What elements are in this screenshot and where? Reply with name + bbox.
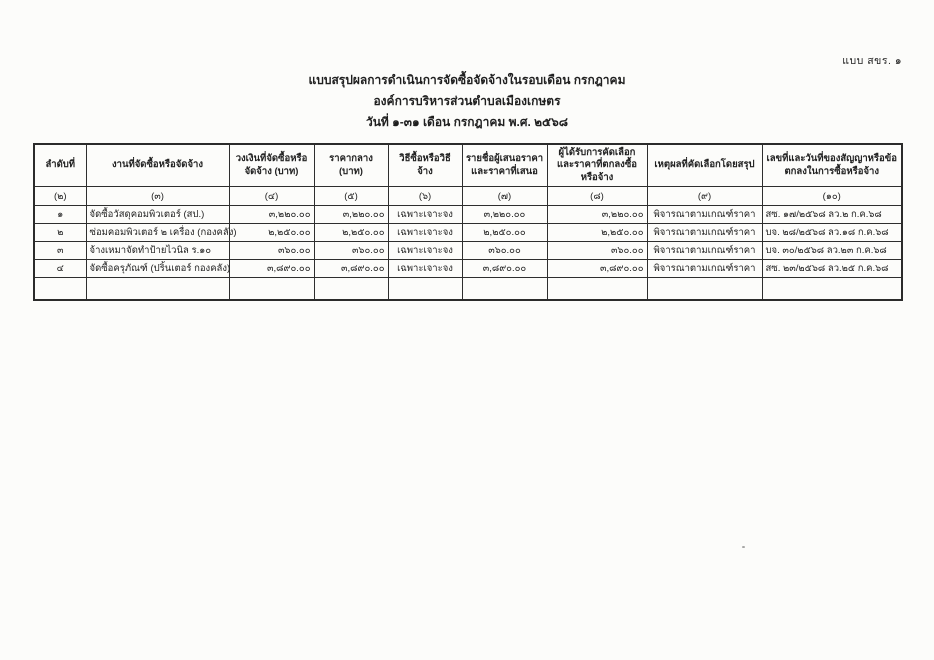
column-number: (๓) [86, 187, 229, 206]
table-cell: ๓๖๐.๐๐ [547, 242, 647, 260]
table-cell: เฉพาะเจาะจง [388, 224, 462, 242]
table-cell: ซ่อมคอมพิวเตอร์ ๒ เครื่อง (กองคลัง) [86, 224, 229, 242]
table-cell [229, 278, 314, 300]
column-header-index: ลำดับที่ [34, 144, 86, 187]
column-number-row [34, 187, 902, 206]
table-body [34, 206, 902, 300]
table-cell: เฉพาะเจาะจง [388, 242, 462, 260]
table-cell: เฉพาะเจาะจง [388, 206, 462, 224]
column-header-method: วิธีซื้อหรือวิธีจ้าง [388, 144, 462, 187]
table-cell: ๒ [34, 224, 86, 242]
table-cell: เฉพาะเจาะจง [388, 260, 462, 278]
column-header-selected: ผู้ได้รับการคัดเลือกและราคาที่ตกลงซื้อหรือจ้าง [547, 144, 647, 187]
column-number: (๖) [388, 187, 462, 206]
table-cell [462, 278, 547, 300]
table-cell: ๓ [34, 242, 86, 260]
table-cell [647, 278, 762, 300]
table-cell: ๒,๒๕๐.๐๐ [547, 224, 647, 242]
column-number: (๑๐) [762, 187, 902, 206]
table-cell: ๔ [34, 260, 86, 278]
table-cell [86, 278, 229, 300]
column-number: (๘) [547, 187, 647, 206]
table-cell: ๓,๘๙๐.๐๐ [314, 260, 388, 278]
table-cell: ๓,๒๒๐.๐๐ [229, 206, 314, 224]
document-title: แบบสรุปผลการดำเนินการจัดซื้อจัดจ้างในรอบเดือน กรกฎาคม [308, 73, 626, 87]
organization-name: องค์การบริหารส่วนตำบลเมืองเกษตร [373, 94, 561, 108]
report-date-range: วันที่ ๑-๓๑ เดือน กรกฎาคม พ.ศ. ๒๕๖๘ [365, 115, 569, 129]
table-cell: พิจารณาตามเกณฑ์ราคา [647, 260, 762, 278]
table-cell: ๓๖๐.๐๐ [229, 242, 314, 260]
table-header [34, 144, 902, 206]
form-code-label: แบบ สขร. ๑ [842, 55, 902, 67]
table-cell: ๓,๒๒๐.๐๐ [547, 206, 647, 224]
table-cell: พิจารณาตามเกณฑ์ราคา [647, 242, 762, 260]
scan-speck [742, 546, 745, 548]
table-cell: ๓๖๐.๐๐ [462, 242, 547, 260]
table-cell: สซ. ๒๓/๒๕๖๘ ลว.๒๕ ก.ค.๖๘ [762, 260, 902, 278]
column-number: (๙) [647, 187, 762, 206]
column-header-reason: เหตุผลที่คัดเลือกโดยสรุป [647, 144, 762, 187]
column-header-work: งานที่จัดซื้อหรือจัดจ้าง [86, 144, 229, 187]
table-cell [388, 278, 462, 300]
table-cell: จ้างเหมาจัดทำป้ายไวนิล ร.๑๐ [86, 242, 229, 260]
table-cell: บจ. ๒๘/๒๕๖๘ ลว.๑๘ ก.ค.๖๘ [762, 224, 902, 242]
table-cell: ๒,๒๕๐.๐๐ [229, 224, 314, 242]
table-cell: ๓,๒๒๐.๐๐ [462, 206, 547, 224]
table-row [34, 278, 902, 300]
column-number: (๔) [229, 187, 314, 206]
table-cell: ๓๖๐.๐๐ [314, 242, 388, 260]
column-number: (๗) [462, 187, 547, 206]
table-cell [762, 278, 902, 300]
header-row [34, 144, 902, 187]
document-title-block [0, 70, 934, 133]
column-header-median-price: ราคากลาง (บาท) [314, 144, 388, 187]
column-header-bidders: รายชื่อผู้เสนอราคาและราคาที่เสนอ [462, 144, 547, 187]
table-cell: ๓,๒๒๐.๐๐ [314, 206, 388, 224]
column-header-contract: เลขที่และวันที่ของสัญญาหรือข้อตกลงในการซื้อหรือจ้าง [762, 144, 902, 187]
table-row [34, 260, 902, 278]
table-cell: ๒,๒๕๐.๐๐ [314, 224, 388, 242]
table-row [34, 242, 902, 260]
table-cell: ๓,๘๙๐.๐๐ [229, 260, 314, 278]
table-row [34, 206, 902, 224]
table-cell: พิจารณาตามเกณฑ์ราคา [647, 224, 762, 242]
table-cell: ๑ [34, 206, 86, 224]
table-cell: ๓,๘๙๐.๐๐ [462, 260, 547, 278]
column-number: (๒) [34, 187, 86, 206]
table-cell: จัดซื้อวัสดุคอมพิวเตอร์ (สป.) [86, 206, 229, 224]
table-row [34, 224, 902, 242]
table-cell: พิจารณาตามเกณฑ์ราคา [647, 206, 762, 224]
table-cell: บจ. ๓๐/๒๕๖๘ ลว.๒๓ ก.ค.๖๘ [762, 242, 902, 260]
table-cell: สซ. ๑๗/๒๕๖๘ ลว.๒ ก.ค.๖๘ [762, 206, 902, 224]
table-cell [34, 278, 86, 300]
table-cell: ๓,๘๙๐.๐๐ [547, 260, 647, 278]
table-cell [314, 278, 388, 300]
column-number: (๕) [314, 187, 388, 206]
table-cell: จัดซื้อครุภัณฑ์ (ปริ้นเตอร์ กองคลัง) [86, 260, 229, 278]
table-cell [547, 278, 647, 300]
table-cell: ๒,๒๕๐.๐๐ [462, 224, 547, 242]
column-header-budget: วงเงินที่จัดซื้อหรือจัดจ้าง (บาท) [229, 144, 314, 187]
procurement-summary-table [33, 143, 903, 301]
